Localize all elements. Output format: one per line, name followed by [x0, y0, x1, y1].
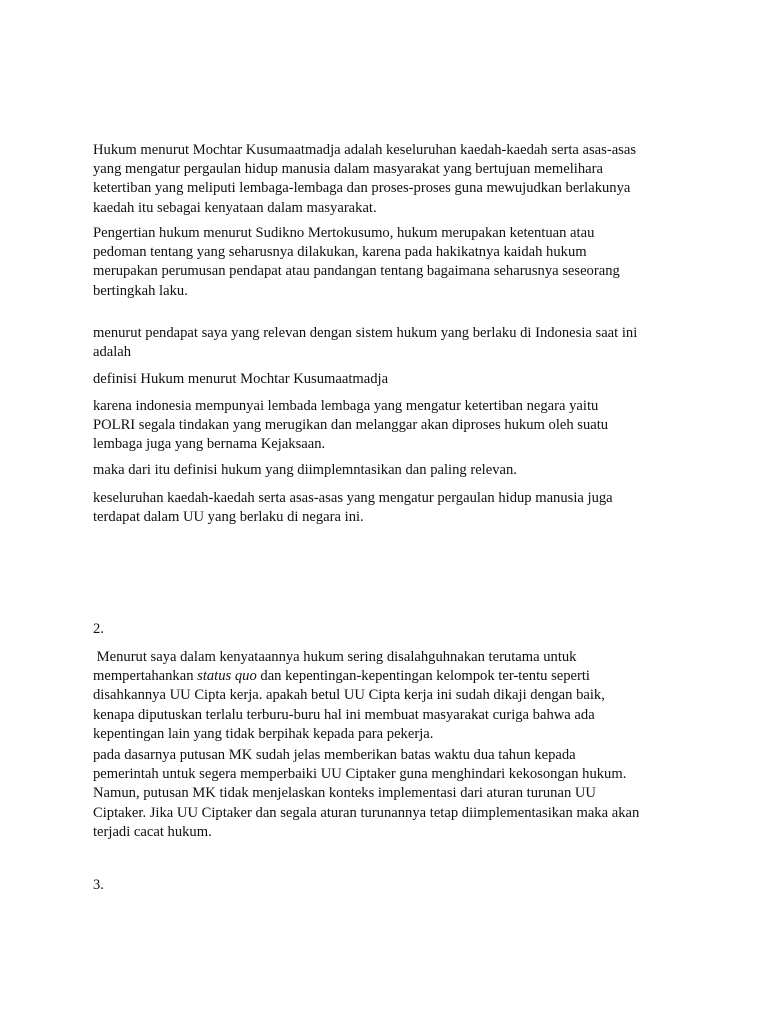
- text-line: keseluruhan kaedah-kaedah serta asas-asas yang mengatur pergaulan hidup manusia juga: [93, 490, 613, 506]
- text-line: 3.: [93, 877, 104, 893]
- paragraph-mk-decision: [93, 746, 683, 842]
- text-line: kaedah itu sebagai kenyataan dalam masyarakat.: [93, 199, 377, 216]
- text-line: maka dari itu definisi hukum yang diimplemntasikan dan paling relevan.: [93, 462, 517, 478]
- text-segment: dan kepentingan-kepentingan kelompok ter-tentu seperti: [256, 668, 590, 685]
- text-line: karena indonesia mempunyai lembada lembaga yang mengatur ketertiban negara yaitu: [93, 398, 599, 414]
- text-line: kepentingan lain yang tidak berpihak kepada para pekerja.: [93, 725, 434, 742]
- text-line: Hukum menurut Mochtar Kusumaatmadja adalah keseluruhan kaedah-kaedah serta asas-asas: [93, 142, 637, 158]
- section-number-3: [93, 876, 683, 895]
- paragraph-conclusion: [93, 461, 683, 480]
- text-line: yang mengatur pergaulan hidup manusia dalam masyarakat yang bertujuan memelihara: [93, 161, 603, 178]
- text-line: lembaga juga yang bernama Kejaksaan.: [93, 436, 326, 453]
- section-number-2: [93, 620, 683, 639]
- text-line: terdapat dalam UU yang berlaku di negara ini.: [93, 509, 364, 526]
- italic-term: status quo: [197, 668, 257, 685]
- text-line: Menurut saya dalam kenyataannya hukum sering disalahguhnakan terutama untuk: [93, 649, 577, 665]
- paragraph-mochtar-definition: [93, 141, 683, 218]
- text-line: adalah: [93, 344, 132, 361]
- text-line: merupakan perumusan pendapat atau pandangan tentang bagaimana seharusnya seseorang: [93, 263, 620, 280]
- text-line: pemerintah untuk segera memperbaiki UU Ciptaker guna menghindari kekosongan hukum.: [93, 766, 627, 783]
- text-line: Ciptaker. Jika UU Ciptaker dan segala aturan turunannya tetap diimplementasikan maka akan: [93, 804, 640, 821]
- text-line: ketertiban yang meliputi lembaga-lembaga dan proses-proses guna mewujudkan berlakunya: [93, 180, 631, 197]
- paragraph-opinion: [93, 324, 683, 362]
- paragraph-reason: [93, 397, 683, 455]
- text-line: [93, 667, 683, 686]
- text-line: Namun, putusan MK tidak menjelaskan konteks implementasi dari aturan turunan UU: [93, 785, 596, 802]
- paragraph-sudikno-definition: [93, 224, 683, 301]
- paragraph-ciptaker-opinion: [93, 648, 683, 744]
- text-line: disahkannya UU Cipta kerja. apakah betul UU Cipta kerja ini sudah dikaji dengan baik,: [93, 687, 605, 704]
- text-segment: mempertahankan: [93, 668, 198, 685]
- text-line: POLRI segala tindakan yang merugikan dan melanggar akan diproses hukum oleh suatu: [93, 417, 609, 434]
- text-line: bertingkah laku.: [93, 282, 188, 299]
- text-line: menurut pendapat saya yang relevan dengan sistem hukum yang berlaku di Indonesia saat ini: [93, 325, 638, 341]
- text-line: Pengertian hukum menurut Sudikno Mertokusumo, hukum merupakan ketentuan atau: [93, 225, 595, 241]
- text-line: definisi Hukum menurut Mochtar Kusumaatmadja: [93, 371, 389, 387]
- text-line: kenapa diputuskan terlalu terburu-buru hal ini membuat masyarakat curiga bahwa ada: [93, 706, 595, 723]
- text-line: pada dasarnya putusan MK sudah jelas memberikan batas waktu dua tahun kepada: [93, 747, 576, 763]
- paragraph-summary: [93, 489, 683, 527]
- paragraph-chosen-definition: [93, 370, 683, 389]
- text-line: 2.: [93, 621, 104, 637]
- text-line: terjadi cacat hukum.: [93, 823, 212, 840]
- text-line: pedoman tentang yang seharusnya dilakukan, karena pada hakikatnya kaidah hukum: [93, 244, 587, 261]
